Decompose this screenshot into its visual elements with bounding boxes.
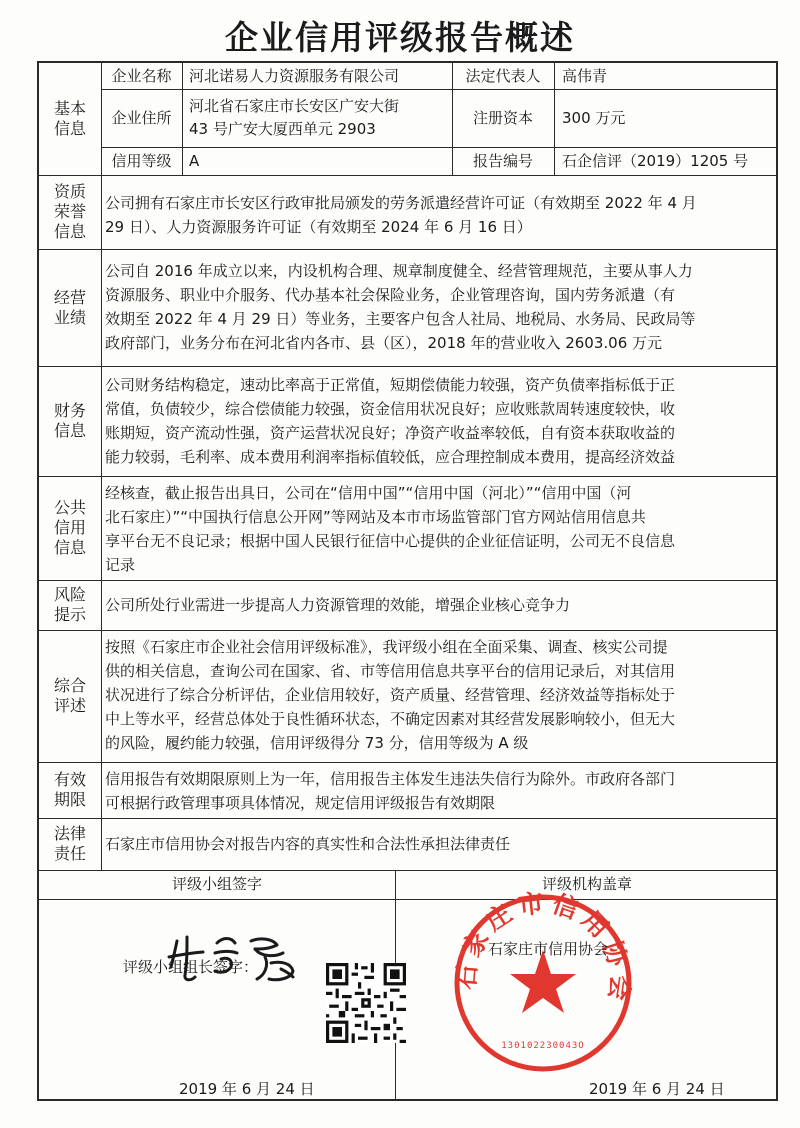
company-name-label: 企业名称 [111,66,172,85]
leader-signature [165,927,315,987]
company-name-value: 河北诺易人力资源服务有限公司 [189,66,400,85]
grade-value: A [189,151,200,170]
section-basic-label: 基本信息 [53,99,86,138]
text-line: 政府部门，业务分布在河北省内各市、县（区），2018 年的营业收入 2603.06 万元 [105,334,663,352]
text-line: 公司财务结构稳定，速动比率高于正常值，短期偿债能力较强，资产负债率指标低于正 [105,376,676,394]
risk-text [105,593,765,617]
legal-text [105,832,765,856]
grade-label: 信用等级 [111,151,172,170]
text-line: 的风险，履约能力较强，信用评级得分 73 分，信用等级为 A 级 [105,734,529,752]
rating-agency-seal-header: 评级机构盖章 [541,875,632,893]
text-line: 可根据行政管理事项具体情况，规定信用评级报告有效期限 [105,794,496,812]
rating-team-sign-header: 评级小组签字 [171,875,262,893]
left-date: 2019 年 6 月 24 日 [179,1080,315,1098]
qualification-text [105,191,765,239]
qr-code [326,963,406,1043]
row-divider [39,899,778,900]
report-table [37,61,778,1101]
text-line: 供的相关信息，查询公司在国家、省、市等信用信息共享平台的信用记录后，对其信用 [105,662,676,680]
text-line: 公司自 2016 年成立以来，内设机构合理、规章制度健全、经营管理规范，主要从事人力 [105,262,693,280]
section-risk-label: 风险提示 [53,585,86,624]
address-value [189,89,451,147]
legal-rep-value: 高伟青 [562,66,608,85]
seal-typed-name: 石家庄市信用协会 [487,941,609,958]
text-line: 公司拥有石家庄市长安区行政审批局颁发的劳务派遣经营许可证（有效期至 2022 年 4 月 [105,194,697,212]
section-validity-label: 有效期限 [53,770,86,809]
row-divider [39,249,778,250]
organization-seal [448,888,638,1078]
section-legal-label: 法律责任 [53,824,86,863]
text-line: 账期短，资产流动性强，资产运营状况良好；净资产收益率较低，自有资本获取收益的 [105,424,676,442]
text-line: 状况进行了综合分析评估，企业信用较好，资产质量、经营管理、经济效益等指标处于 [105,686,676,704]
text-line: 石家庄市信用协会对报告内容的真实性和合法性承担法律责任 [105,835,511,853]
page-title: 企业信用评级报告概述 [225,18,575,57]
right-date: 2019 年 6 月 24 日 [589,1080,725,1098]
section-qualification-label: 资质荣誉信息 [53,182,86,241]
address-line-2: 43 号广安大厦西单元 2903 [189,120,376,138]
validity-text [105,767,765,815]
row-divider [39,818,778,819]
address-line-1: 河北省石家庄市长安区广安大街 [189,97,400,115]
address-label: 企业住所 [111,108,172,127]
text-line: 信用报告有效期限原则上为一年，信用报告主体发生违法失信行为除外。市政府各部门 [105,770,676,788]
text-line: 享平台无不良记录；根据中国人民银行征信中心提供的企业征信证明，公司无不良信息 [105,532,676,550]
star-icon [510,950,576,1013]
col-divider [101,175,102,870]
row-divider [39,476,778,477]
text-line: 北石家庄）”“中国执行信息公开网”等网站及本市市场监管部门官方网站信用信息共 [105,508,646,526]
col-divider [182,63,183,175]
public-credit-text [105,481,765,577]
text-line: 29 日）、人力资源服务许可证（有效期至 2024 年 6 月 16 日） [105,218,532,236]
text-line: 经核查，截止报告出具日，公司在“信用中国”“信用中国（河北）”“信用中国（河 [105,484,632,502]
capital-label: 注册资本 [472,108,533,127]
row-divider [39,366,778,367]
capital-value: 300 万元 [562,108,626,127]
text-line: 能力较弱，毛利率、成本费用利润率指标值较低，应合理控制成本费用，提高经济效益 [105,448,676,466]
report-no-value: 石企信评（2019）1205 号 [562,151,749,170]
seal-number: 130102230043O [501,1041,585,1051]
section-public-credit-label: 公共信用信息 [53,498,86,557]
finance-text [105,373,765,469]
legal-rep-label: 法定代表人 [465,66,541,85]
report-no-label: 报告编号 [472,151,533,170]
row-divider [39,762,778,763]
text-line: 中上等水平，经营总体处于良性循环状态，不确定因素对其经营发展影响较小，但无大 [105,710,676,728]
text-line: 资源服务、职业中介服务、代办基本社会保险业务，企业管理咨询，国内劳务派遣（有 [105,286,676,304]
text-line: 常值，负债较少，综合偿债能力较强，资金信用状况良好；应收账款周转速度较快，收 [105,400,676,418]
section-finance-label: 财务信息 [53,401,86,440]
section-summary-label: 综合评述 [53,676,86,715]
summary-text [105,635,765,755]
text-line: 效期至 2022 年 4 月 29 日）等业务，主要客户包含人社局、地税局、水务局、民政局等 [105,310,696,328]
leader-sign-label: 评级小组组长签字： [123,958,259,976]
text-line: 按照《石家庄市企业社会信用评级标准》，我评级小组在全面采集、调查、核实公司提 [105,638,668,656]
section-performance-label: 经营业绩 [53,287,86,327]
row-divider [39,630,778,631]
row-divider [39,175,778,176]
text-line: 公司所处行业需进一步提高人力资源管理的效能，增强企业核心竞争力 [105,596,571,614]
seal-ring-text: 石家庄市信用协会 [451,888,636,1009]
col-divider [554,63,555,175]
performance-text [105,259,765,355]
text-line: 记录 [105,556,136,574]
row-divider [39,580,778,581]
